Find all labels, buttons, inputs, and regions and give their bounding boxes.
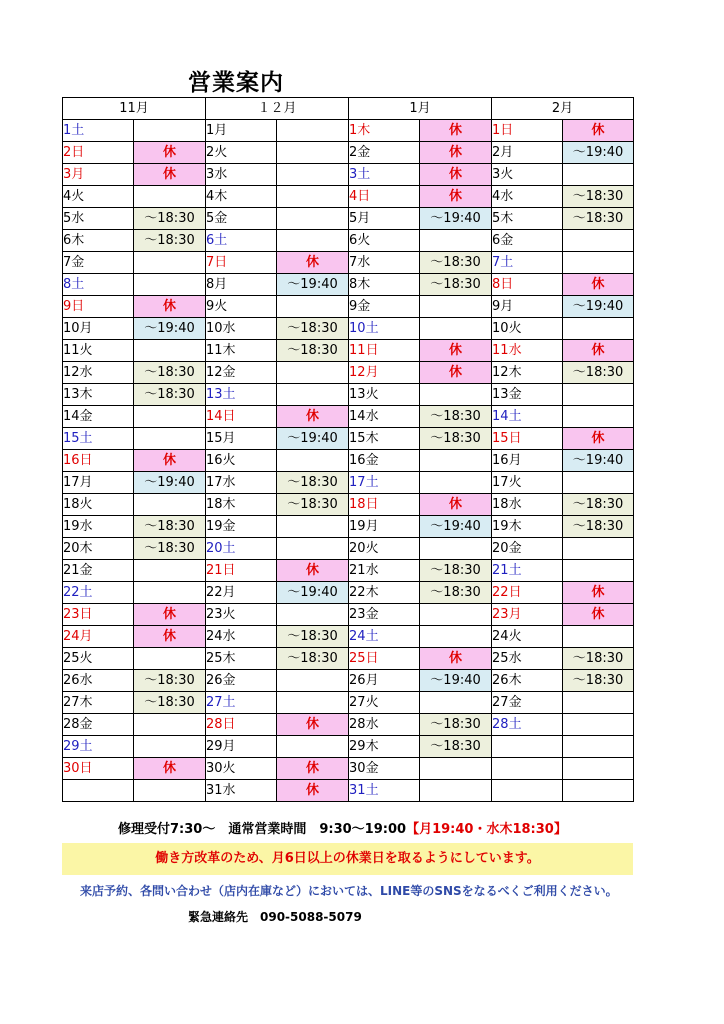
day-cell: 3土 bbox=[349, 164, 420, 186]
month-header: 1月 bbox=[349, 98, 492, 120]
status-cell bbox=[134, 736, 206, 758]
status-cell: ～19:40 bbox=[134, 318, 206, 340]
day-cell: 7水 bbox=[349, 252, 420, 274]
status-cell bbox=[420, 230, 492, 252]
day-cell: 9金 bbox=[349, 296, 420, 318]
status-cell: ～18:30 bbox=[277, 648, 349, 670]
day-cell: 14土 bbox=[492, 406, 563, 428]
status-cell: ～18:30 bbox=[563, 494, 634, 516]
status-cell: ～18:30 bbox=[563, 516, 634, 538]
status-cell bbox=[563, 736, 634, 758]
day-cell: 15日 bbox=[492, 428, 563, 450]
day-cell: 2日 bbox=[63, 142, 134, 164]
status-cell: 休 bbox=[420, 120, 492, 142]
day-cell: 10火 bbox=[492, 318, 563, 340]
status-cell bbox=[134, 780, 206, 802]
hours-note: 【月19:40・水木18:30】 bbox=[406, 822, 567, 837]
status-cell: 休 bbox=[420, 362, 492, 384]
table-row bbox=[63, 296, 634, 318]
status-cell: ～19:40 bbox=[420, 670, 492, 692]
day-cell: 21日 bbox=[206, 560, 277, 582]
business-calendar bbox=[62, 97, 634, 802]
status-cell: ～19:40 bbox=[563, 296, 634, 318]
status-cell bbox=[563, 472, 634, 494]
table-row bbox=[63, 142, 634, 164]
status-cell: 休 bbox=[134, 450, 206, 472]
day-cell: 23月 bbox=[492, 604, 563, 626]
day-cell: 15月 bbox=[206, 428, 277, 450]
month-header: 2月 bbox=[492, 98, 634, 120]
status-cell bbox=[420, 604, 492, 626]
day-cell: 14水 bbox=[349, 406, 420, 428]
status-cell bbox=[277, 450, 349, 472]
day-cell: 1月 bbox=[206, 120, 277, 142]
day-cell: 18水 bbox=[492, 494, 563, 516]
status-cell bbox=[563, 384, 634, 406]
day-cell: 26水 bbox=[63, 670, 134, 692]
table-row bbox=[63, 692, 634, 714]
status-cell bbox=[420, 758, 492, 780]
status-cell: ～19:40 bbox=[563, 450, 634, 472]
day-cell: 5金 bbox=[206, 208, 277, 230]
day-cell: 24土 bbox=[349, 626, 420, 648]
day-cell: 3火 bbox=[492, 164, 563, 186]
day-cell: 25水 bbox=[492, 648, 563, 670]
month-header: １２月 bbox=[206, 98, 349, 120]
status-cell: ～19:40 bbox=[134, 472, 206, 494]
status-cell bbox=[134, 186, 206, 208]
status-cell bbox=[277, 296, 349, 318]
status-cell bbox=[277, 208, 349, 230]
day-cell: 1日 bbox=[492, 120, 563, 142]
day-cell: 23日 bbox=[63, 604, 134, 626]
status-cell bbox=[420, 692, 492, 714]
day-cell: 12水 bbox=[63, 362, 134, 384]
day-cell bbox=[492, 780, 563, 802]
day-cell: 9火 bbox=[206, 296, 277, 318]
status-cell: 休 bbox=[134, 296, 206, 318]
day-cell: 30金 bbox=[349, 758, 420, 780]
status-cell: ～18:30 bbox=[563, 362, 634, 384]
day-cell: 1木 bbox=[349, 120, 420, 142]
status-cell: ～18:30 bbox=[134, 670, 206, 692]
status-cell bbox=[420, 318, 492, 340]
status-cell: ～19:40 bbox=[277, 582, 349, 604]
status-cell bbox=[277, 736, 349, 758]
day-cell: 31水 bbox=[206, 780, 277, 802]
day-cell: 27金 bbox=[492, 692, 563, 714]
day-cell: 3月 bbox=[63, 164, 134, 186]
notice-banner: 働き方改革のため、月6日以上の休業日を取るようにしています。 bbox=[62, 843, 633, 875]
status-cell bbox=[134, 120, 206, 142]
status-cell: 休 bbox=[134, 604, 206, 626]
status-cell bbox=[277, 120, 349, 142]
table-row bbox=[63, 120, 634, 142]
status-cell: 休 bbox=[277, 406, 349, 428]
day-cell: 3水 bbox=[206, 164, 277, 186]
status-cell: ～18:30 bbox=[134, 208, 206, 230]
status-cell: ～18:30 bbox=[277, 494, 349, 516]
status-cell: ～18:30 bbox=[277, 340, 349, 362]
day-cell: 22木 bbox=[349, 582, 420, 604]
status-cell: ～19:40 bbox=[420, 208, 492, 230]
day-cell: 11日 bbox=[349, 340, 420, 362]
day-cell: 16月 bbox=[492, 450, 563, 472]
table-row bbox=[63, 318, 634, 340]
day-cell: 21金 bbox=[63, 560, 134, 582]
status-cell: ～18:30 bbox=[134, 230, 206, 252]
table-row bbox=[63, 516, 634, 538]
table-row bbox=[63, 626, 634, 648]
day-cell: 22日 bbox=[492, 582, 563, 604]
table-row bbox=[63, 604, 634, 626]
status-cell bbox=[134, 406, 206, 428]
status-cell bbox=[277, 670, 349, 692]
table-row bbox=[63, 736, 634, 758]
status-cell bbox=[277, 186, 349, 208]
status-cell: 休 bbox=[420, 340, 492, 362]
day-cell: 2金 bbox=[349, 142, 420, 164]
day-cell: 10月 bbox=[63, 318, 134, 340]
day-cell: 7日 bbox=[206, 252, 277, 274]
status-cell bbox=[277, 362, 349, 384]
day-cell: 16火 bbox=[206, 450, 277, 472]
day-cell: 29月 bbox=[206, 736, 277, 758]
status-cell bbox=[563, 692, 634, 714]
status-cell bbox=[563, 758, 634, 780]
status-cell: ～18:30 bbox=[420, 560, 492, 582]
day-cell: 16日 bbox=[63, 450, 134, 472]
status-cell: 休 bbox=[134, 164, 206, 186]
table-row bbox=[63, 340, 634, 362]
day-cell: 8土 bbox=[63, 274, 134, 296]
day-cell: 5水 bbox=[63, 208, 134, 230]
status-cell bbox=[563, 164, 634, 186]
status-cell: ～18:30 bbox=[134, 384, 206, 406]
day-cell: 6木 bbox=[63, 230, 134, 252]
status-cell bbox=[563, 560, 634, 582]
status-cell: ～18:30 bbox=[134, 362, 206, 384]
table-row bbox=[63, 208, 634, 230]
day-cell: 19月 bbox=[349, 516, 420, 538]
status-cell: 休 bbox=[134, 626, 206, 648]
day-cell: 10土 bbox=[349, 318, 420, 340]
day-cell bbox=[492, 736, 563, 758]
status-cell bbox=[277, 230, 349, 252]
status-cell bbox=[420, 384, 492, 406]
status-cell bbox=[420, 450, 492, 472]
day-cell: 16金 bbox=[349, 450, 420, 472]
day-cell: 31土 bbox=[349, 780, 420, 802]
day-cell: 17水 bbox=[206, 472, 277, 494]
day-cell: 13木 bbox=[63, 384, 134, 406]
status-cell: ～18:30 bbox=[134, 692, 206, 714]
status-cell bbox=[134, 648, 206, 670]
day-cell: 21水 bbox=[349, 560, 420, 582]
status-cell: ～18:30 bbox=[420, 736, 492, 758]
day-cell: 24水 bbox=[206, 626, 277, 648]
day-cell: 8月 bbox=[206, 274, 277, 296]
day-cell: 19木 bbox=[492, 516, 563, 538]
status-cell bbox=[277, 604, 349, 626]
status-cell: ～18:30 bbox=[134, 538, 206, 560]
day-cell: 11水 bbox=[492, 340, 563, 362]
day-cell: 13金 bbox=[492, 384, 563, 406]
status-cell: ～18:30 bbox=[563, 648, 634, 670]
day-cell: 24月 bbox=[63, 626, 134, 648]
status-cell: ～19:40 bbox=[420, 516, 492, 538]
status-cell bbox=[277, 538, 349, 560]
day-cell: 26月 bbox=[349, 670, 420, 692]
day-cell: 22土 bbox=[63, 582, 134, 604]
day-cell: 27木 bbox=[63, 692, 134, 714]
status-cell bbox=[420, 538, 492, 560]
status-cell bbox=[277, 516, 349, 538]
status-cell: 休 bbox=[134, 142, 206, 164]
table-row bbox=[63, 230, 634, 252]
table-row bbox=[63, 472, 634, 494]
day-cell: 19金 bbox=[206, 516, 277, 538]
day-cell: 4木 bbox=[206, 186, 277, 208]
status-cell: 休 bbox=[277, 560, 349, 582]
status-cell: ～18:30 bbox=[420, 582, 492, 604]
day-cell: 12月 bbox=[349, 362, 420, 384]
day-cell: 4火 bbox=[63, 186, 134, 208]
status-cell: ～18:30 bbox=[420, 406, 492, 428]
day-cell: 30日 bbox=[63, 758, 134, 780]
day-cell: 20火 bbox=[349, 538, 420, 560]
day-cell: 6土 bbox=[206, 230, 277, 252]
table-row bbox=[63, 406, 634, 428]
status-cell bbox=[563, 252, 634, 274]
status-cell: 休 bbox=[563, 582, 634, 604]
day-cell: 5月 bbox=[349, 208, 420, 230]
status-cell bbox=[563, 318, 634, 340]
day-cell: 20木 bbox=[63, 538, 134, 560]
day-cell: 8木 bbox=[349, 274, 420, 296]
day-cell: 19水 bbox=[63, 516, 134, 538]
day-cell: 18火 bbox=[63, 494, 134, 516]
status-cell: 休 bbox=[277, 252, 349, 274]
day-cell: 28金 bbox=[63, 714, 134, 736]
status-cell bbox=[563, 714, 634, 736]
status-cell bbox=[563, 538, 634, 560]
status-cell bbox=[420, 626, 492, 648]
day-cell: 13火 bbox=[349, 384, 420, 406]
day-cell: 24火 bbox=[492, 626, 563, 648]
day-cell: 20土 bbox=[206, 538, 277, 560]
day-cell: 14金 bbox=[63, 406, 134, 428]
day-cell: 28水 bbox=[349, 714, 420, 736]
day-cell: 11木 bbox=[206, 340, 277, 362]
status-cell: 休 bbox=[563, 340, 634, 362]
table-row bbox=[63, 450, 634, 472]
day-cell: 25火 bbox=[63, 648, 134, 670]
day-cell: 22月 bbox=[206, 582, 277, 604]
table-row bbox=[63, 560, 634, 582]
status-cell: ～18:30 bbox=[277, 472, 349, 494]
day-cell: 8日 bbox=[492, 274, 563, 296]
day-cell: 23火 bbox=[206, 604, 277, 626]
status-cell bbox=[134, 428, 206, 450]
page-title: 営業案内 bbox=[188, 70, 284, 96]
day-cell: 26木 bbox=[492, 670, 563, 692]
day-cell: 7金 bbox=[63, 252, 134, 274]
day-cell: 4水 bbox=[492, 186, 563, 208]
day-cell: 2火 bbox=[206, 142, 277, 164]
table-row bbox=[63, 780, 634, 802]
status-cell bbox=[420, 296, 492, 318]
day-cell: 10水 bbox=[206, 318, 277, 340]
status-cell bbox=[134, 274, 206, 296]
status-cell bbox=[563, 626, 634, 648]
status-cell: ～18:30 bbox=[420, 714, 492, 736]
status-cell: ～18:30 bbox=[420, 428, 492, 450]
status-cell bbox=[277, 164, 349, 186]
status-cell bbox=[134, 582, 206, 604]
status-cell: 休 bbox=[420, 142, 492, 164]
day-cell: 6火 bbox=[349, 230, 420, 252]
day-cell: 28日 bbox=[206, 714, 277, 736]
status-cell bbox=[277, 384, 349, 406]
status-cell: 休 bbox=[563, 274, 634, 296]
status-cell: ～18:30 bbox=[420, 274, 492, 296]
hours-line bbox=[118, 818, 567, 837]
status-cell bbox=[277, 142, 349, 164]
day-cell: 17月 bbox=[63, 472, 134, 494]
status-cell: 休 bbox=[277, 780, 349, 802]
day-cell: 20金 bbox=[492, 538, 563, 560]
day-cell: 4日 bbox=[349, 186, 420, 208]
day-cell: 27火 bbox=[349, 692, 420, 714]
table-row bbox=[63, 428, 634, 450]
status-cell bbox=[277, 692, 349, 714]
status-cell: ～18:30 bbox=[563, 670, 634, 692]
day-cell: 12木 bbox=[492, 362, 563, 384]
day-cell: 2月 bbox=[492, 142, 563, 164]
table-row bbox=[63, 582, 634, 604]
day-cell: 12金 bbox=[206, 362, 277, 384]
day-cell: 7土 bbox=[492, 252, 563, 274]
status-cell: ～18:30 bbox=[134, 516, 206, 538]
day-cell: 1土 bbox=[63, 120, 134, 142]
status-cell: 休 bbox=[563, 120, 634, 142]
status-cell bbox=[134, 494, 206, 516]
day-cell: 15土 bbox=[63, 428, 134, 450]
day-cell bbox=[63, 780, 134, 802]
day-cell: 29木 bbox=[349, 736, 420, 758]
hours-text: 修理受付7:30～ 通常営業時間 9:30～19:00 bbox=[118, 822, 407, 837]
status-cell: ～19:40 bbox=[277, 428, 349, 450]
day-cell: 11火 bbox=[63, 340, 134, 362]
day-cell: 9日 bbox=[63, 296, 134, 318]
day-cell: 15木 bbox=[349, 428, 420, 450]
table-row bbox=[63, 384, 634, 406]
table-row bbox=[63, 494, 634, 516]
day-cell: 6金 bbox=[492, 230, 563, 252]
day-cell: 25日 bbox=[349, 648, 420, 670]
day-cell: 18日 bbox=[349, 494, 420, 516]
status-cell bbox=[420, 780, 492, 802]
status-cell: 休 bbox=[277, 758, 349, 780]
status-cell: ～18:30 bbox=[277, 626, 349, 648]
table-row bbox=[63, 274, 634, 296]
status-cell bbox=[563, 780, 634, 802]
status-cell bbox=[563, 230, 634, 252]
day-cell: 30火 bbox=[206, 758, 277, 780]
status-cell bbox=[420, 472, 492, 494]
table-row bbox=[63, 758, 634, 780]
day-cell: 25木 bbox=[206, 648, 277, 670]
day-cell: 9月 bbox=[492, 296, 563, 318]
status-cell: 休 bbox=[420, 494, 492, 516]
day-cell: 17土 bbox=[349, 472, 420, 494]
day-cell: 26金 bbox=[206, 670, 277, 692]
status-cell: 休 bbox=[420, 164, 492, 186]
day-cell: 13土 bbox=[206, 384, 277, 406]
status-cell: ～18:30 bbox=[420, 252, 492, 274]
day-cell: 29土 bbox=[63, 736, 134, 758]
status-cell: 休 bbox=[277, 714, 349, 736]
status-cell: ～18:30 bbox=[563, 186, 634, 208]
table-row bbox=[63, 648, 634, 670]
table-row bbox=[63, 714, 634, 736]
month-header-row bbox=[63, 98, 634, 120]
day-cell: 23金 bbox=[349, 604, 420, 626]
status-cell bbox=[134, 560, 206, 582]
contact-note: 来店予約、各問い合わせ（店内在庫など）においては、LINE等のSNSをなるべくご利用ください。 bbox=[80, 884, 618, 898]
status-cell: ～18:30 bbox=[277, 318, 349, 340]
table-row bbox=[63, 538, 634, 560]
day-cell: 14日 bbox=[206, 406, 277, 428]
status-cell bbox=[134, 340, 206, 362]
table-row bbox=[63, 164, 634, 186]
status-cell: 休 bbox=[134, 758, 206, 780]
status-cell: 休 bbox=[420, 648, 492, 670]
status-cell: ～19:40 bbox=[563, 142, 634, 164]
status-cell bbox=[134, 252, 206, 274]
table-row bbox=[63, 186, 634, 208]
status-cell: 休 bbox=[563, 428, 634, 450]
day-cell: 18木 bbox=[206, 494, 277, 516]
day-cell: 28土 bbox=[492, 714, 563, 736]
day-cell: 5木 bbox=[492, 208, 563, 230]
day-cell: 21土 bbox=[492, 560, 563, 582]
day-cell: 27土 bbox=[206, 692, 277, 714]
emergency-contact: 緊急連絡先 090-5088-5079 bbox=[188, 910, 362, 924]
status-cell bbox=[134, 714, 206, 736]
table-row bbox=[63, 252, 634, 274]
day-cell bbox=[492, 758, 563, 780]
table-row bbox=[63, 362, 634, 384]
status-cell: ～18:30 bbox=[563, 208, 634, 230]
month-header: 11月 bbox=[63, 98, 206, 120]
status-cell: ～19:40 bbox=[277, 274, 349, 296]
status-cell: 休 bbox=[420, 186, 492, 208]
status-cell: 休 bbox=[563, 604, 634, 626]
table-row bbox=[63, 670, 634, 692]
day-cell: 17火 bbox=[492, 472, 563, 494]
status-cell bbox=[563, 406, 634, 428]
